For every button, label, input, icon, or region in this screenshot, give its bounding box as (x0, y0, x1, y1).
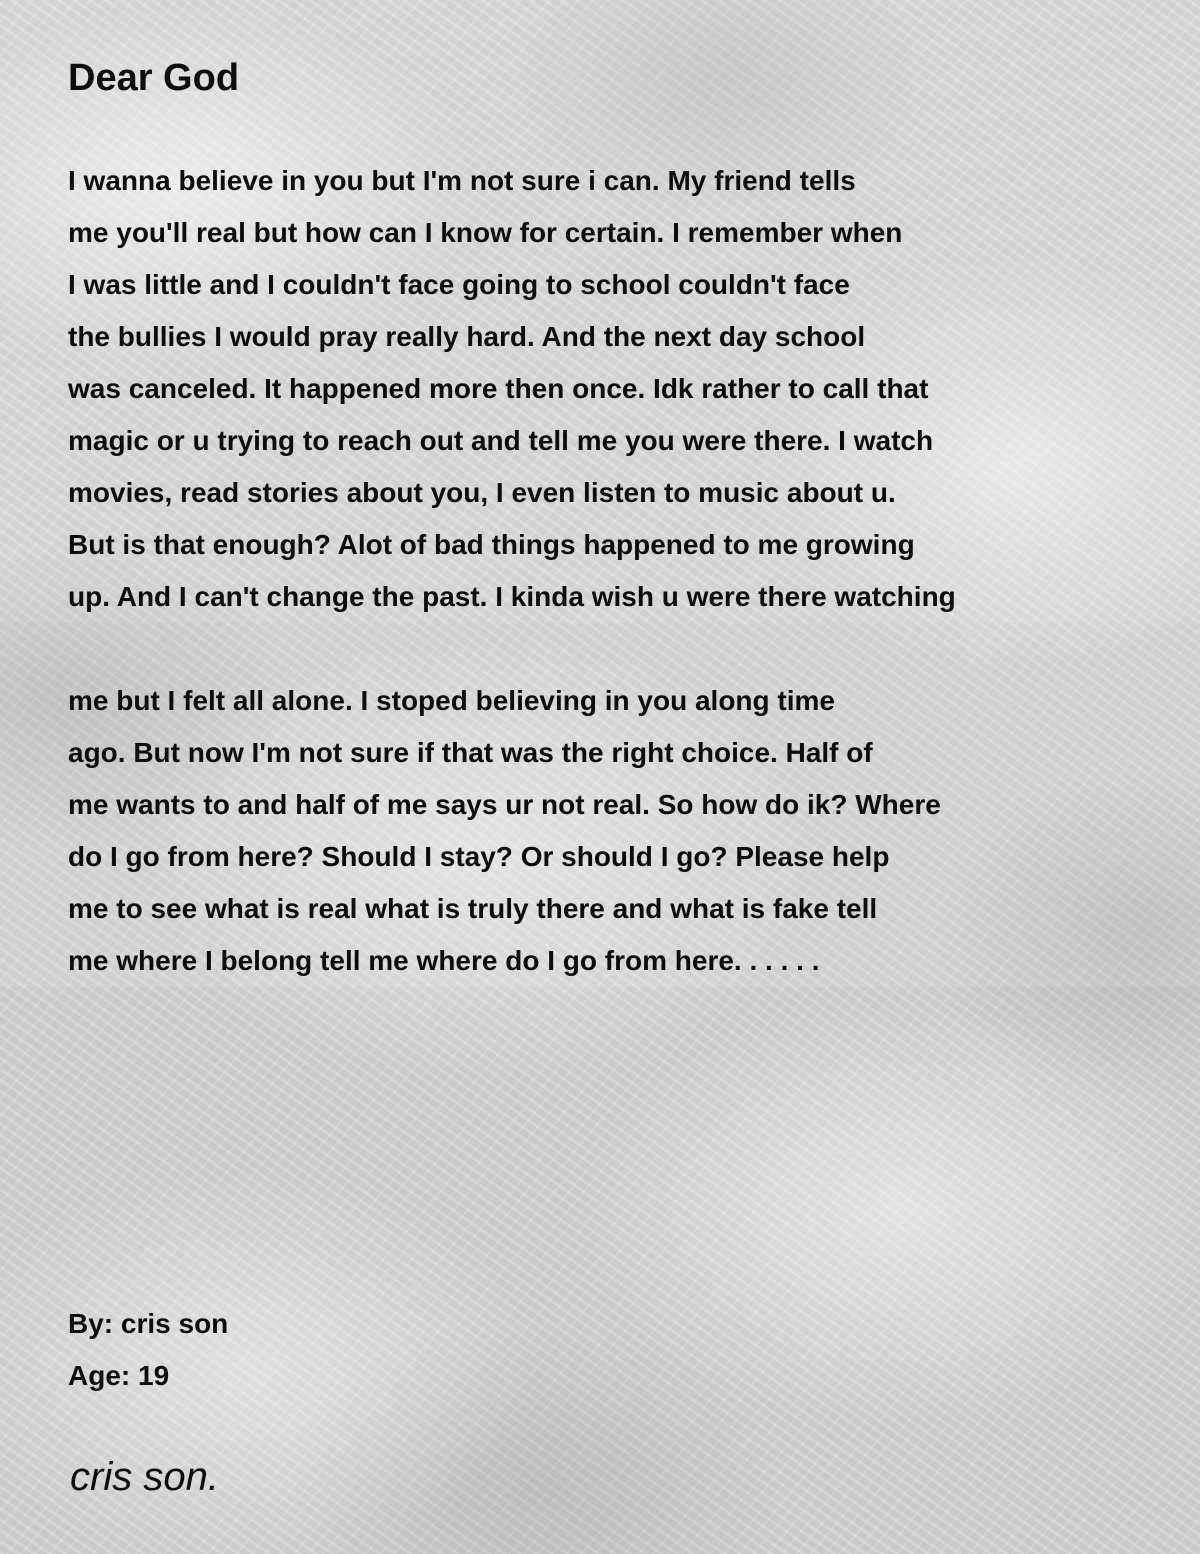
poem-line: I was little and I couldn't face going to school couldn't face (68, 269, 850, 300)
poem-line: But is that enough? Alot of bad things happened to me growing (68, 529, 915, 560)
poem-line: do I go from here? Should I stay? Or should I go? Please help (68, 841, 890, 872)
poem-line: the bullies I would pray really hard. And the next day school (68, 321, 866, 352)
poem-line: up. And I can't change the past. I kinda wish u were there watching (68, 581, 956, 612)
poem-line: me where I belong tell me where do I go from here. . . . . . (68, 945, 820, 976)
poem-line: me but I felt all alone. I stoped believing in you along time (68, 685, 835, 716)
poem-line: movies, read stories about you, I even listen to music about u. (68, 477, 896, 508)
author-signature: cris son. (70, 1455, 219, 1499)
poem-line: me to see what is real what is truly there and what is fake tell (68, 893, 878, 924)
poem-line: me wants to and half of me says ur not real. So how do ik? Where (68, 789, 941, 820)
author-by-line: By: cris son (68, 1308, 229, 1339)
poem-line: was canceled. It happened more then once. Idk rather to call that (68, 373, 929, 404)
author-age-line: Age: 19 (68, 1360, 170, 1391)
poem-stanza-1 (68, 155, 956, 623)
poem-line: magic or u trying to reach out and tell me you were there. I watch (68, 425, 934, 456)
poem-line: I wanna believe in you but I'm not sure i can. My friend tells (68, 165, 856, 196)
poem-stanza-2 (68, 675, 941, 987)
poem-title: Dear God (68, 57, 240, 99)
poem-line: ago. But now I'm not sure if that was the right choice. Half of (68, 737, 873, 768)
poem-line: me you'll real but how can I know for certain. I remember when (68, 217, 903, 248)
